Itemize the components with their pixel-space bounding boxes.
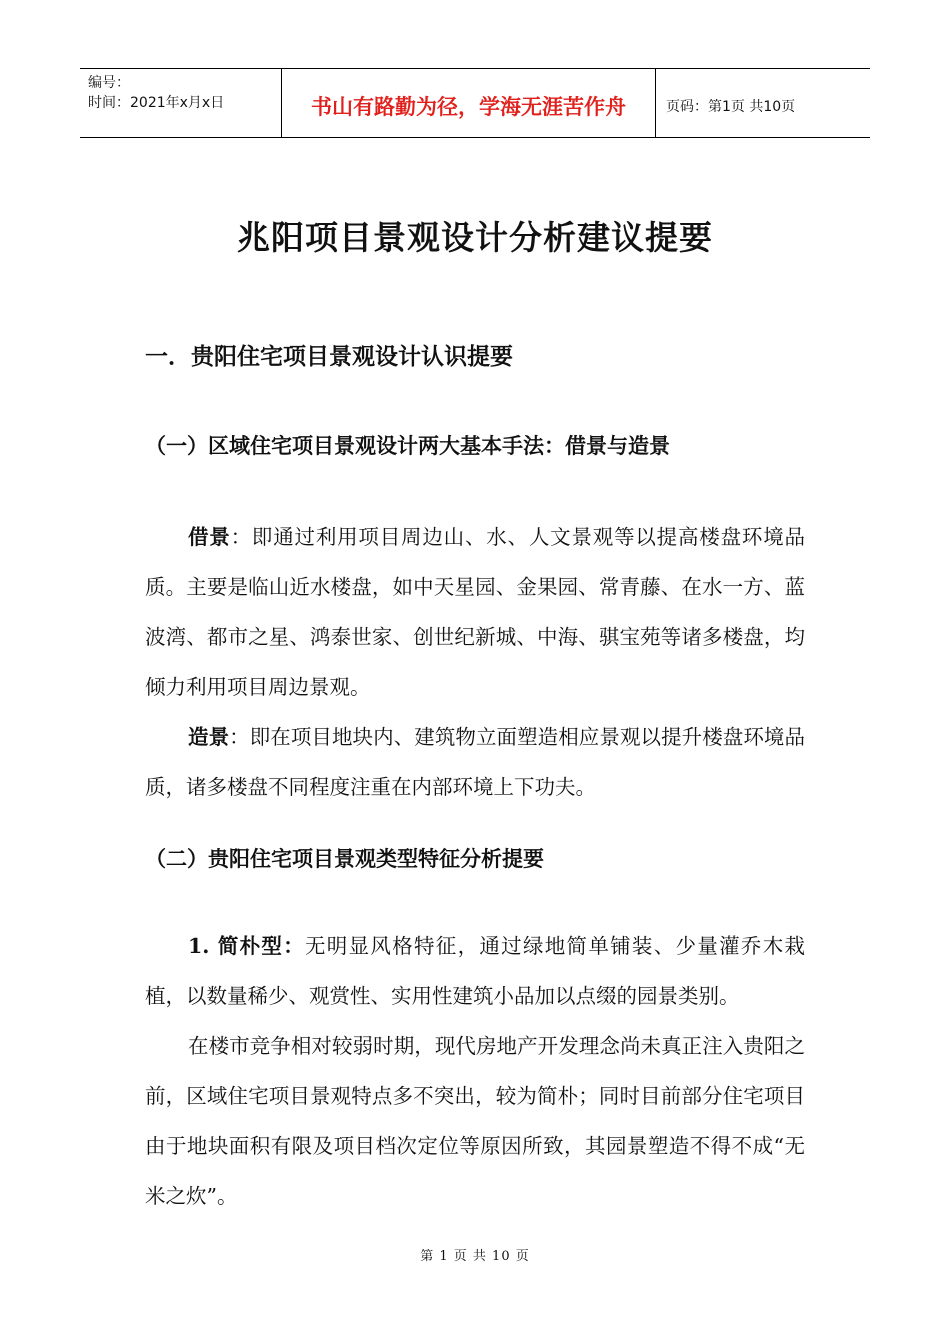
page-header [80, 68, 870, 138]
header-page-info: 页码：第1页 共10页 [666, 99, 796, 115]
term-borrowed-scenery: 借景 [188, 525, 231, 549]
paragraph-borrowed-scenery [145, 512, 805, 712]
header-meta [80, 69, 282, 137]
number-label: 编号： [88, 75, 130, 91]
paragraph-created-scenery [145, 712, 805, 812]
date-label: 时间：2021年x月x日 [88, 95, 225, 111]
paragraph-simple-type [145, 921, 805, 1021]
subsection-heading-1: （一）区域住宅项目景观设计两大基本手法：借景与造景 [145, 434, 670, 458]
text-simple-type: 无明显风格特征，通过绿地简单铺装、少量灌乔木栽植，以数量稀少、观赏性、实用性建筑小品加以点缀的园景类别。 [145, 934, 805, 1008]
text-created-scenery: ：即在项目地块内、建筑物立面塑造相应景观以提升楼盘环境品质，诸多楼盘不同程度注重在内部环境上下功夫。 [145, 725, 806, 799]
subsection-heading-2: （二）贵阳住宅项目景观类型特征分析提要 [145, 847, 544, 871]
section-heading-1: 一．贵阳住宅项目景观设计认识提要 [145, 344, 513, 370]
text-borrowed-scenery: ：即通过利用项目周边山、水、人文景观等以提高楼盘环境品质。主要是临山近水楼盘，如中天星园、金果园、常青藤、在水一方、蓝波湾、都市之星、鸿泰世家、创世纪新城、中海、骐宝苑等诸多楼盘，均倾力利用项目周边景观。 [145, 525, 806, 699]
document-title: 兆阳项目景观设计分析建议提要 [237, 218, 713, 257]
page-footer: 第 1 页 共 10 页 [420, 1249, 530, 1264]
term-created-scenery: 造景 [188, 725, 230, 749]
term-simple-type: 1. 简朴型： [188, 934, 306, 958]
paragraph-simple-type-detail: 在楼市竞争相对较弱时期，现代房地产开发理念尚未真正注入贵阳之前，区域住宅项目景观特点多不突出，较为简朴；同时目前部分住宅项目由于地块面积有限及项目档次定位等原因所致，其园景塑造不得不成“无米之炊”。 [145, 1034, 805, 1208]
header-motto: 书山有路勤为径，学海无涯苦作舟 [282, 69, 656, 137]
